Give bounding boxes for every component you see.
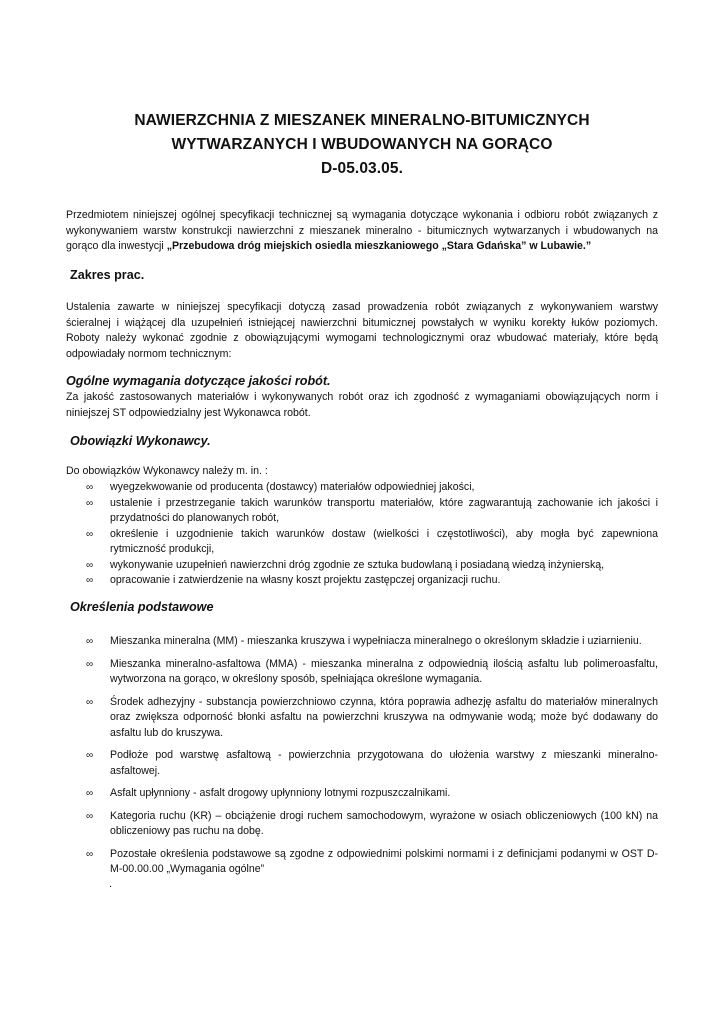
- list-item: [66, 695, 658, 742]
- section-heading-okreslenia: Określenia podstawowe: [70, 600, 214, 614]
- list-item: [66, 480, 658, 496]
- jakosc-paragraph: [66, 390, 658, 421]
- list-item: [66, 847, 658, 878]
- infinity-bullet-icon: ∞: [86, 559, 94, 571]
- section-heading-zakres: Zakres prac.: [70, 268, 145, 282]
- infinity-bullet-icon: ∞: [86, 750, 94, 761]
- intro-paragraph: [66, 208, 658, 255]
- infinity-bullet-icon: ∞: [86, 658, 94, 670]
- obowiazki-intro-text: Do obowiązków Wykonawcy należy m. in. :: [66, 465, 268, 477]
- obowiazki-intro: [66, 464, 658, 480]
- list-item: [66, 496, 658, 527]
- jakosc-line: Za jakość zastosowanych materiałów i wykonywanych robót oraz ich zgodność z wymaganiami obowiązujących norm i: [66, 391, 658, 403]
- zakres-line: Roboty należy wykonać zgodnie z obowiązującymi wymogami technologicznymi oraz wbudować materiały, które będą: [66, 332, 658, 344]
- zakres-line: ścieralnej i wiążącej dla uzupełnień istniejącej nawierzchni bitumicznej powstałych w wyniku korekty łuków poziomych.: [66, 316, 658, 329]
- jakosc-line: niniejszej ST odpowiedzialny jest Wykonawca robót.: [66, 406, 311, 419]
- intro-plain-text: gorąco dla inwestycji: [66, 240, 167, 252]
- intro-line: wykonywaniem warstw konstrukcji nawierzchni z mieszanek mineralno - bitumicznych wytwarzanych i wbudowanych na: [66, 224, 658, 237]
- list-item-text: określenie i uzgodnienie takich warunków dostaw (wielkości i częstotliwości), aby mogła być zapewniona rytmiczność produkcji,: [110, 527, 658, 555]
- infinity-bullet-icon: ∞: [86, 788, 94, 799]
- list-item-text: Asfalt upłynniony - asfalt drogowy upłynniony lotnymi rozpuszczalnikami.: [110, 787, 451, 799]
- obowiazki-list: [66, 480, 658, 589]
- title-line-2: WYTWARZANYCH I WBUDOWANYCH NA GORĄCO: [171, 136, 553, 153]
- list-item: [66, 573, 658, 589]
- zakres-line: odpowiadały normom technicznym:: [66, 347, 232, 360]
- list-item-text: Mieszanka mineralno-asfaltowa (MMA) - mieszanka mineralna z odpowiednią ilością asfaltu lub polimeroasfaltu, wytworzona na gorąco, w określony sposób, spełniająca określone wymagania.: [110, 657, 658, 685]
- list-item-text: opracowanie i zatwierdzenie na własny koszt projektu zastępczej organizacji ruchu.: [110, 574, 501, 586]
- infinity-bullet-icon: ∞: [86, 696, 94, 708]
- investment-name: „Przebudowa dróg miejskich osiedla mieszkaniowego „Stara Gdańska” w Lubawie.”: [166, 240, 592, 252]
- list-item: [66, 809, 658, 840]
- list-item-text: ustalenie i przestrzeganie takich warunków transportu materiałów, które zagwarantują zachowanie ich jakości i przydatności do planowanych robót,: [110, 496, 658, 524]
- list-item-text: Pozostałe określenia podstawowe są zgodne z odpowiednimi polskimi normami i z definicjami podanymi w OST D-M-00.00.00 „Wymagania ogólne”: [110, 847, 658, 875]
- intro-line: Przedmiotem niniejszej ogólnej specyfikacji technicznej są wymagania dotyczące wykonania i odbioru robót związanych z: [66, 209, 658, 221]
- list-item: [66, 748, 658, 779]
- intro-line: [66, 239, 658, 255]
- zakres-line: Ustalenia zawarte w niniejszej specyfikacji dotyczą zasad prowadzenia robót związanych z wykonywaniem warstwy: [66, 301, 658, 313]
- list-item-text: Środek adhezyjny - substancja powierzchniowo czynna, która poprawia adhezję asfaltu do materiałów mineralnych oraz zwiększa odporność błonki asfaltu na powierzchni kruszywa na odmywanie wodą; może być dodawany do asfaltu lub do kruszywa.: [110, 695, 658, 739]
- infinity-bullet-icon: ∞: [86, 575, 94, 586]
- infinity-bullet-icon: ∞: [86, 810, 94, 822]
- list-item-text: wykonywanie uzupełnień nawierzchni dróg zgodnie ze sztuka budowlaną i posiadaną wiedzą inżynierską,: [110, 558, 605, 571]
- trailing-dot: .: [109, 878, 113, 890]
- list-item-text: Mieszanka mineralna (MM) - mieszanka kruszywa i wypełniacza mineralnego o określonym składzie i uziarnieniu.: [110, 635, 642, 647]
- infinity-bullet-icon: ∞: [86, 482, 94, 493]
- list-item: [66, 786, 658, 802]
- zakres-paragraph: [66, 300, 658, 362]
- list-item-text: Kategoria ruchu (KR) – obciążenie drogi ruchem samochodowym, wyrażone w osiach obliczeniowych (100 kN) na obliczeniowy pas ruchu na dobę.: [110, 809, 658, 837]
- infinity-bullet-icon: ∞: [86, 528, 94, 540]
- spec-code: D-05.03.05.: [320, 160, 404, 177]
- okreslenia-list: [66, 634, 658, 878]
- infinity-bullet-icon: ∞: [86, 848, 94, 860]
- section-heading-jakosc: Ogólne wymagania dotyczące jakości robót.: [66, 374, 331, 388]
- list-item: [66, 657, 658, 688]
- list-item: [66, 527, 658, 558]
- section-heading-obowiazki: Obowiązki Wykonawcy.: [70, 434, 211, 448]
- list-item: [66, 634, 658, 650]
- infinity-bullet-icon: ∞: [86, 497, 94, 509]
- title-line-1: NAWIERZCHNIA Z MIESZANEK MINERALNO-BITUMICZNYCH: [134, 112, 590, 129]
- list-item: [66, 558, 658, 574]
- infinity-bullet-icon: ∞: [86, 636, 94, 647]
- list-item-text: wyegzekwowanie od producenta (dostawcy) materiałów odpowiedniej jakości,: [110, 481, 475, 493]
- list-item-text: Podłoże pod warstwę asfaltową - powierzchnia przygotowana do ułożenia warstwy z mieszanki mineralno-asfaltowej.: [110, 749, 658, 777]
